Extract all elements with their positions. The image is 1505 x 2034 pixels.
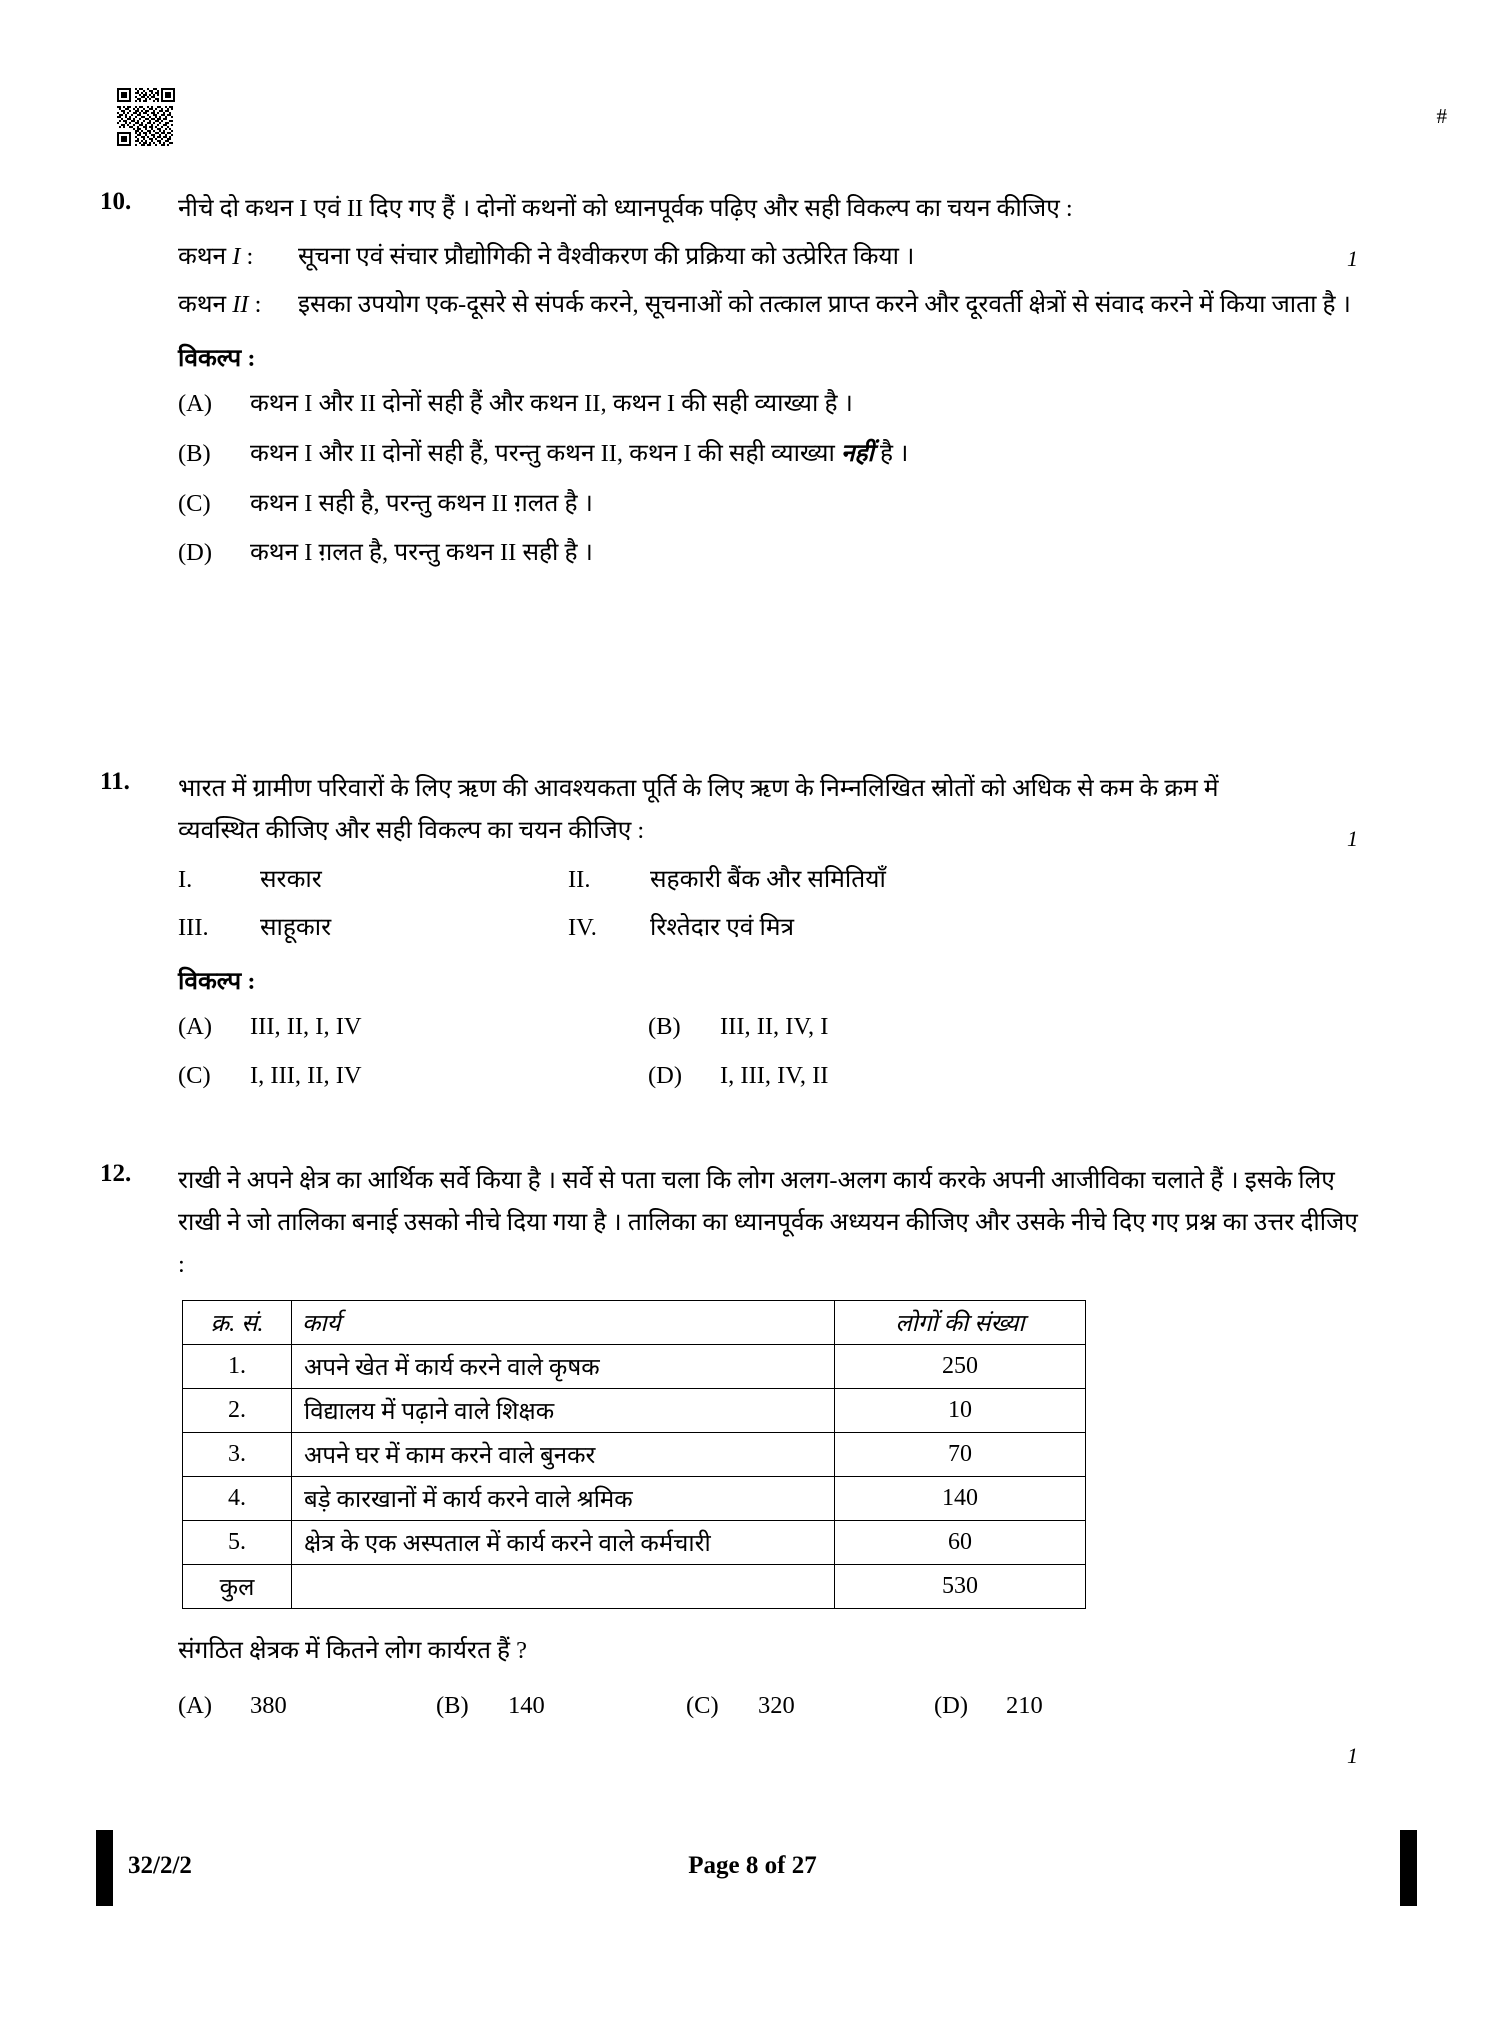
option-b-value: 140 (508, 1692, 545, 1720)
option-b-text-after: है । (873, 440, 909, 468)
option-c-key: (C) (178, 489, 211, 517)
option-d-key: (D) (934, 1692, 969, 1720)
header-count: लोगों की संख्या (835, 1301, 1086, 1345)
option-a-text: III, II, I, IV (250, 1012, 362, 1040)
question-10-number: 10. (100, 188, 132, 215)
question-11-option-d[interactable] (648, 1056, 1410, 1095)
row-4-serial: 4. (183, 1477, 292, 1521)
question-12-option-a[interactable] (178, 1692, 436, 1720)
header-work: कार्य (292, 1301, 835, 1345)
option-b-text (250, 434, 1410, 474)
row-1-count: 250 (835, 1345, 1086, 1389)
option-d-text: I, III, IV, II (720, 1061, 829, 1089)
statement-1-label (178, 236, 298, 278)
question-12-tail-options (178, 1692, 1410, 1720)
row-2-serial: 2. (183, 1389, 292, 1433)
question-10-option-a[interactable] (178, 384, 1410, 424)
item-2-roman: II. (568, 866, 591, 894)
row-2-count: 10 (835, 1389, 1086, 1433)
table-row (183, 1433, 1086, 1477)
question-12-option-d[interactable] (934, 1692, 1110, 1720)
item-3-text: साहूकार (260, 913, 332, 941)
option-a-value: 380 (250, 1692, 287, 1720)
statement-2-roman: II (232, 290, 249, 318)
survey-table-body (183, 1345, 1086, 1609)
question-12 (100, 1160, 1410, 1768)
option-c-text: कथन I सही है, परन्तु कथन II ग़लत है । (250, 489, 593, 517)
question-11-options-heading: विकल्प : (178, 967, 256, 995)
option-b-text-before: कथन I और II दोनों सही हैं, परन्तु कथन II, कथन I की सही व्याख्या (250, 440, 841, 468)
question-11-items-row-2 (178, 908, 1410, 948)
question-10 (100, 188, 1410, 573)
option-c-text: I, III, II, IV (250, 1061, 362, 1089)
question-10-options-heading: विकल्प : (178, 345, 256, 373)
question-10-marks: 1 (1347, 246, 1358, 271)
table-row (183, 1477, 1086, 1521)
item-1 (178, 860, 568, 900)
item-3-roman: III. (178, 913, 209, 941)
item-4-text: रिश्तेदार एवं मित्र (650, 913, 795, 941)
question-10-statement-1 (178, 236, 1410, 278)
statement-1-text: सूचना एवं संचार प्रौद्योगिकी ने वैश्वीकरण की प्रक्रिया को उत्प्रेरित किया । (298, 243, 915, 271)
question-10-statement-2 (178, 284, 1410, 326)
row-5-serial: 5. (183, 1521, 292, 1565)
question-12-number: 12. (100, 1160, 132, 1187)
statement-1-label-text: कथन (178, 243, 233, 271)
statement-2-text: इसका उपयोग एक-दूसरे से संपर्क करने, सूचनाओं को तत्काल प्राप्त करने और दूरवर्ती क्षेत्रों से संवाद करने में किया जाता है । (298, 290, 1351, 318)
total-work-blank (292, 1565, 835, 1609)
option-b-key: (B) (178, 440, 211, 468)
question-12-option-c[interactable] (686, 1692, 934, 1720)
page-number: Page 8 of 27 (688, 1852, 817, 1879)
table-row (183, 1345, 1086, 1389)
item-2-text: सहकारी बैंक और समितियाँ (650, 866, 886, 894)
question-10-prompt: नीचे दो कथन I एवं II दिए गए हैं । दोनों कथनों को ध्यानपूर्वक पढ़िए और सही विकल्प का चयन कीजिए : (178, 195, 1073, 222)
question-12-marks: 1 (1347, 1743, 1358, 1768)
table-header-row (183, 1301, 1086, 1345)
question-11-prompt: भारत में ग्रामीण परिवारों के लिए ऋण की आवश्यकता पूर्ति के लिए ऋण के निम्नलिखित स्रोतों को अधिक से कम के क्रम में व्यवस्थित कीजिए और सही विकल्प का चयन कीजिए : (178, 775, 1219, 845)
question-10-option-b[interactable] (178, 434, 1410, 474)
option-b-text: III, II, IV, I (720, 1012, 829, 1040)
statement-1-roman: I (232, 243, 241, 271)
question-11-options-row-1 (178, 1007, 1410, 1046)
question-12-option-b[interactable] (436, 1692, 686, 1720)
row-4-count: 140 (835, 1477, 1086, 1521)
row-3-work: अपने घर में काम करने वाले बुनकर (292, 1433, 835, 1477)
option-a-text: कथन I और II दोनों सही हैं और कथन II, कथन I की सही व्याख्या है । (250, 390, 853, 418)
row-1-work: अपने खेत में कार्य करने वाले कृषक (292, 1345, 835, 1389)
page-footer (0, 1846, 1505, 1906)
row-5-count: 60 (835, 1521, 1086, 1565)
row-2-work: विद्यालय में पढ़ाने वाले शिक्षक (292, 1389, 835, 1433)
item-3 (178, 908, 568, 948)
option-a-key: (A) (178, 390, 213, 418)
row-4-work: बड़े कारखानों में कार्य करने वाले श्रमिक (292, 1477, 835, 1521)
option-c-value: 320 (758, 1692, 795, 1720)
option-c-key: (C) (686, 1692, 719, 1720)
statement-2-label-text: कथन (178, 290, 233, 318)
statement-2-label (178, 284, 298, 326)
item-4 (568, 908, 1410, 948)
qr-code-icon (117, 88, 175, 146)
survey-table (182, 1300, 1086, 1609)
question-11 (100, 768, 1410, 1095)
option-a-key: (A) (178, 1692, 213, 1720)
header-serial: क्र. सं. (183, 1301, 292, 1345)
total-count: 530 (835, 1565, 1086, 1609)
question-10-option-c[interactable] (178, 484, 1410, 524)
question-10-option-d[interactable] (178, 533, 1410, 573)
survey-table-head (183, 1301, 1086, 1345)
option-a-key: (A) (178, 1012, 213, 1040)
row-3-serial: 3. (183, 1433, 292, 1477)
question-11-items-row-1 (178, 860, 1410, 900)
statement-2-colon: : (248, 290, 262, 318)
option-d-text: कथन I ग़लत है, परन्तु कथन II सही है । (250, 539, 593, 567)
item-4-roman: IV. (568, 913, 597, 941)
row-5-work: क्षेत्र के एक अस्पताल में कार्य करने वाले कर्मचारी (292, 1521, 835, 1565)
question-11-option-a[interactable] (178, 1007, 648, 1046)
question-11-options-row-2 (178, 1056, 1410, 1095)
table-row (183, 1389, 1086, 1433)
question-11-number: 11. (100, 768, 130, 795)
table-row (183, 1521, 1086, 1565)
row-1-serial: 1. (183, 1345, 292, 1389)
option-d-key: (D) (178, 539, 213, 567)
total-label: कुल (183, 1565, 292, 1609)
table-total-row (183, 1565, 1086, 1609)
option-b-emphasis: नहीं (840, 440, 874, 468)
option-b-key: (B) (436, 1692, 469, 1720)
row-3-count: 70 (835, 1433, 1086, 1477)
paper-code: 32/2/2 (128, 1852, 192, 1879)
question-11-option-b[interactable] (648, 1007, 1410, 1046)
hash-mark: # (1436, 104, 1447, 128)
option-b-key: (B) (648, 1012, 681, 1040)
statement-1-colon: : (240, 243, 254, 271)
option-d-key: (D) (648, 1061, 683, 1089)
item-1-roman: I. (178, 866, 193, 894)
question-11-option-c[interactable] (178, 1056, 648, 1095)
question-11-marks: 1 (1347, 826, 1358, 851)
option-d-value: 210 (1006, 1692, 1043, 1720)
item-1-text: सरकार (260, 866, 322, 894)
question-12-tail-question: संगठित क्षेत्रक में कितने लोग कार्यरत हैं ? (178, 1637, 528, 1665)
item-2 (568, 860, 1410, 900)
question-12-prompt: राखी ने अपने क्षेत्र का आर्थिक सर्वे किया है । सर्वे से पता चला कि लोग अलग-अलग कार्य करके अपनी आजीविका चलाते हैं । इसके लिए राखी ने जो तालिका बनाई उसको नीचे दिया गया है । तालिका का ध्यानपूर्वक अध्ययन कीजिए और उसके नीचे दिए गए प्रश्न का उत्तर दीजिए : (178, 1167, 1358, 1279)
option-c-key: (C) (178, 1061, 211, 1089)
